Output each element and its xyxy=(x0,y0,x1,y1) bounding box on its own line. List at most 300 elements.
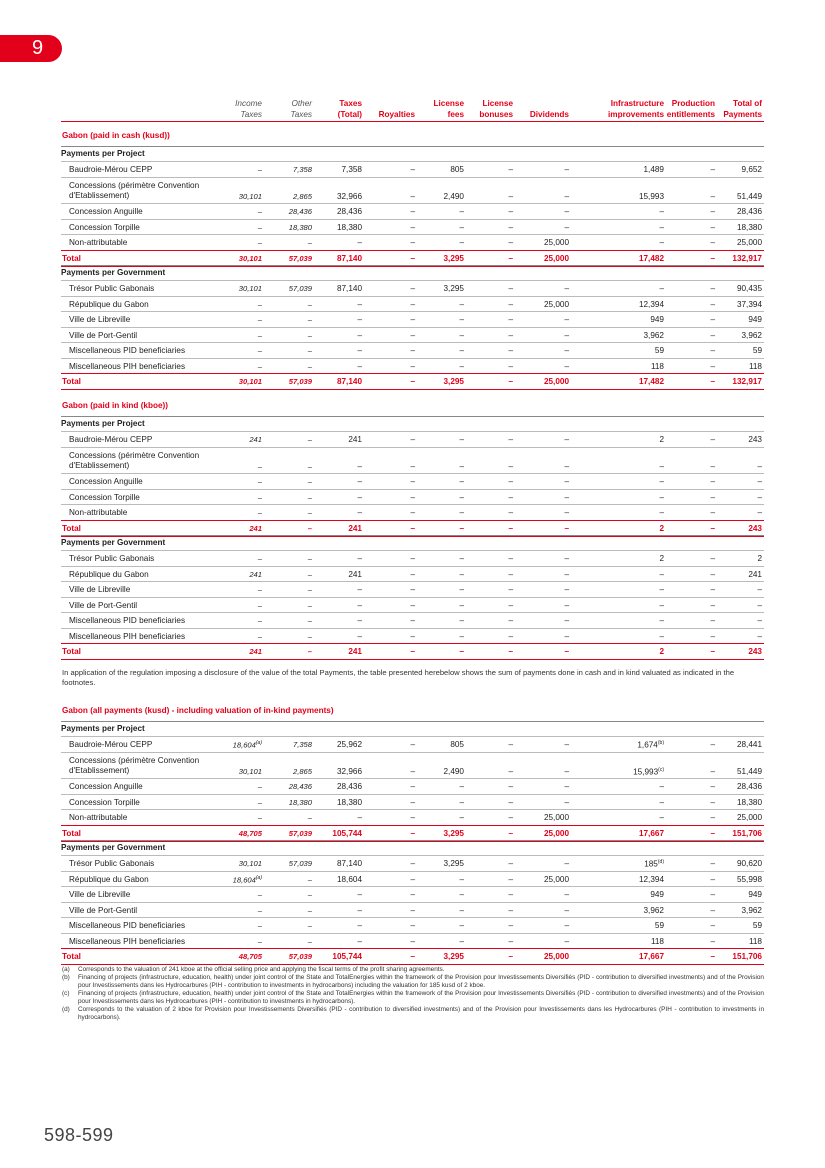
cell-value: 59 xyxy=(654,921,664,930)
cell-value: 28,436 xyxy=(288,782,312,791)
cell-value: 25,000 xyxy=(736,238,762,247)
row-label: Total xyxy=(62,523,81,533)
cell-value: 2,865 xyxy=(292,766,312,776)
cell-value: 25,000 xyxy=(543,813,569,822)
cell-value: 3,295 xyxy=(443,284,464,293)
row-label: Ville de Libreville xyxy=(69,585,131,594)
cell-value: – xyxy=(757,492,762,502)
cell-value: – xyxy=(307,921,312,930)
cell-value: – xyxy=(564,523,569,533)
cell-value: – xyxy=(410,813,415,822)
cell-value: – xyxy=(357,890,362,899)
cell-value: – xyxy=(564,207,569,216)
cell-value: 17,667 xyxy=(638,952,664,961)
row-label: Miscellaneous PIH beneficiaries xyxy=(69,631,186,641)
cell-value: – xyxy=(257,461,262,471)
cell-value: – xyxy=(459,797,464,807)
cell-value: – xyxy=(410,554,415,563)
total-row xyxy=(61,948,764,965)
cell-value: 87,140 xyxy=(336,377,362,386)
cell-value: 55,998 xyxy=(736,874,762,884)
subheading: Payments per Project xyxy=(61,416,764,433)
cell-value: – xyxy=(257,315,262,324)
cell-value: 243 xyxy=(748,523,762,533)
cell-value: 241 xyxy=(348,569,362,579)
row-label: Miscellaneous PID beneficiaries xyxy=(69,616,186,625)
cell-value: 28,441 xyxy=(736,740,762,749)
cell-value: – xyxy=(710,191,715,201)
cell-value: 3,295 xyxy=(443,952,464,961)
cell-value: – xyxy=(307,346,312,355)
cell-value: – xyxy=(710,921,715,930)
cell-value: – xyxy=(508,905,513,915)
cell-value: – xyxy=(710,492,715,502)
cell-value: – xyxy=(357,461,362,471)
cell-value: – xyxy=(508,165,513,174)
cell-value: – xyxy=(459,508,464,517)
cell-value: 949 xyxy=(650,890,664,899)
cell-value: – xyxy=(508,890,513,899)
footnote-key: (d) xyxy=(62,1006,70,1013)
table-row xyxy=(61,550,764,566)
cell-value: – xyxy=(659,631,664,641)
table-row xyxy=(61,855,764,871)
cell-value: – xyxy=(564,222,569,232)
cell-value: – xyxy=(307,890,312,899)
cell-value: 151,706 xyxy=(732,828,762,838)
cell-value: – xyxy=(410,253,415,263)
cell-value: – xyxy=(564,315,569,324)
cell-value: – xyxy=(564,191,569,201)
cell-value: 805 xyxy=(450,165,464,174)
subheading: Payments per Government xyxy=(61,840,764,857)
cell-value: – xyxy=(710,165,715,174)
cell-value: 90,435 xyxy=(736,284,762,293)
cell-value: – xyxy=(710,631,715,641)
cell-value: 90,620 xyxy=(736,859,762,868)
cell-value: – xyxy=(508,569,513,579)
cell-value: 1,489 xyxy=(643,165,664,174)
cell-value: – xyxy=(459,435,464,444)
cell-value: – xyxy=(659,600,664,610)
cell-value: 28,436 xyxy=(336,207,362,216)
cell-value: 25,000 xyxy=(736,813,762,822)
cell-value: – xyxy=(564,461,569,471)
cell-value: – xyxy=(508,740,513,749)
cell-value: 18,380 xyxy=(336,222,362,232)
cell-value: – xyxy=(564,284,569,293)
table-row xyxy=(61,504,764,520)
chapter-tab: 9 xyxy=(0,35,62,62)
cell-value: – xyxy=(410,766,415,776)
row-label: Non-attributable xyxy=(69,813,128,822)
cell-value: – xyxy=(564,585,569,594)
cell-value: 17,482 xyxy=(638,377,664,386)
footnote-ref: (c) xyxy=(658,766,664,773)
column-header: Dividends xyxy=(529,109,569,119)
row-label: Miscellaneous PIH beneficiaries xyxy=(69,361,186,371)
cell-value: – xyxy=(459,905,464,915)
cell-value: – xyxy=(410,936,415,946)
section-title: Gabon (paid in kind (kboe)) xyxy=(62,401,168,410)
table-row xyxy=(61,358,764,374)
cell-value: 37,394 xyxy=(736,299,762,309)
row-label: Concessions (périmètre Convention d'Etablissement) xyxy=(69,180,200,200)
footnote-key: (a) xyxy=(62,966,70,973)
cell-value: – xyxy=(508,222,513,232)
footnote xyxy=(62,966,764,974)
cell-value: – xyxy=(459,600,464,610)
cell-value: 57,039 xyxy=(288,377,312,386)
cell-value: – xyxy=(508,828,513,838)
cell-value: – xyxy=(710,813,715,822)
cell-value: – xyxy=(307,554,312,563)
intro-note: In application of the regulation imposing a disclosure of the value of the total Payments, the table presented herebelow shows the sum of payments done in cash and in kind valuated as indicated in the footnotes. xyxy=(62,668,735,687)
cell-value: 3,295 xyxy=(443,377,464,386)
cell-value: – xyxy=(357,508,362,517)
cell-value: 17,667 xyxy=(638,828,664,838)
cell-value: 57,039 xyxy=(288,284,312,293)
cell-value: – xyxy=(410,890,415,899)
page-number: 598-599 xyxy=(44,1125,114,1145)
cell-value: – xyxy=(564,740,569,749)
cell-value: 241 xyxy=(249,523,262,533)
total-row xyxy=(61,373,764,390)
cell-value: – xyxy=(508,936,513,946)
cell-value: – xyxy=(710,569,715,579)
cell-value: – xyxy=(564,921,569,930)
cell-value: – xyxy=(659,461,664,471)
table-row xyxy=(61,902,764,918)
cell-value: 241 xyxy=(348,647,362,656)
column-header: Income Taxes xyxy=(235,99,262,119)
table-row xyxy=(61,794,764,810)
cell-value: 105,744 xyxy=(332,952,362,961)
cell-value: – xyxy=(710,477,715,486)
cell-value: 2 xyxy=(659,435,664,444)
cell-value: – xyxy=(410,284,415,293)
cell-value: – xyxy=(659,782,664,791)
cell-value: – xyxy=(508,461,513,471)
column-header: License bonuses xyxy=(479,99,513,119)
cell-value: – xyxy=(508,346,513,355)
cell-value: 243 xyxy=(748,647,762,656)
cell-value: – xyxy=(757,461,762,471)
cell-value: – xyxy=(357,905,362,915)
cell-value: 57,039 xyxy=(288,952,312,961)
cell-value: 3,295 xyxy=(443,253,464,263)
cell-value: – xyxy=(564,647,569,656)
table-row xyxy=(61,342,764,358)
footnote-key: (b) xyxy=(62,974,70,981)
cell-value: 15,993$^{(c)}$ xyxy=(633,766,664,777)
cell-value: – xyxy=(710,253,715,263)
cell-value: – xyxy=(410,299,415,309)
cell-value: – xyxy=(459,813,464,822)
table-row xyxy=(61,447,764,474)
cell-value: – xyxy=(757,600,762,610)
cell-value: – xyxy=(257,921,262,930)
cell-value: 25,000 xyxy=(543,238,569,247)
cell-value: – xyxy=(508,813,513,822)
cell-value: – xyxy=(257,222,262,232)
cell-value: – xyxy=(410,492,415,502)
table-row xyxy=(61,473,764,489)
cell-value: – xyxy=(257,238,262,247)
cell-value: – xyxy=(710,361,715,371)
cell-value: – xyxy=(564,492,569,502)
cell-value: – xyxy=(459,890,464,899)
cell-value: 32,966 xyxy=(336,766,362,776)
cell-value: 25,000 xyxy=(543,952,569,961)
cell-value: – xyxy=(307,361,312,371)
total-row xyxy=(61,520,764,537)
row-label: Miscellaneous PID beneficiaries xyxy=(69,346,186,355)
row-label: Trésor Public Gabonais xyxy=(69,554,155,563)
cell-value: – xyxy=(410,782,415,791)
cell-value: – xyxy=(459,207,464,216)
footnote-ref: (b) xyxy=(657,740,664,746)
cell-value: 105,744 xyxy=(332,828,362,838)
cell-value: 87,140 xyxy=(336,253,362,263)
cell-value: – xyxy=(710,207,715,216)
cell-value: – xyxy=(710,616,715,625)
row-label: République du Gabon xyxy=(69,569,149,579)
cell-value: – xyxy=(410,222,415,232)
cell-value: – xyxy=(257,299,262,309)
cell-value: – xyxy=(459,585,464,594)
cell-value: – xyxy=(659,585,664,594)
cell-value: – xyxy=(410,647,415,656)
table-row xyxy=(61,203,764,219)
cell-value: – xyxy=(459,569,464,579)
table-row xyxy=(61,234,764,250)
cell-value: 12,394 xyxy=(638,874,664,884)
cell-value: 30,101 xyxy=(238,859,262,868)
cell-value: – xyxy=(410,921,415,930)
cell-value: – xyxy=(357,330,362,340)
cell-value: – xyxy=(564,165,569,174)
cell-value: – xyxy=(710,508,715,517)
row-label: Concession Anguille xyxy=(69,782,143,791)
cell-value: 15,993 xyxy=(638,191,664,201)
cell-value: 3,295 xyxy=(443,828,464,838)
cell-value: 25,000 xyxy=(543,299,569,309)
cell-value: 30,101 xyxy=(238,191,262,201)
cell-value: – xyxy=(257,508,262,517)
table-row xyxy=(61,219,764,235)
cell-value: – xyxy=(410,346,415,355)
row-label: Total xyxy=(62,377,81,386)
cell-value: 949 xyxy=(748,890,762,899)
cell-value: – xyxy=(508,600,513,610)
cell-value: – xyxy=(564,782,569,791)
cell-value: – xyxy=(564,330,569,340)
cell-value: – xyxy=(357,600,362,610)
cell-value: – xyxy=(508,782,513,791)
footnote-ref: (a) xyxy=(255,874,262,881)
cell-value: 48,705 xyxy=(238,828,262,838)
footnote-ref: (a) xyxy=(255,740,262,746)
column-header: Production entitlements xyxy=(666,99,715,119)
subheading: Payments per Project xyxy=(61,721,764,738)
cell-value: – xyxy=(257,616,262,625)
cell-value: – xyxy=(564,616,569,625)
cell-value: 118 xyxy=(650,361,664,371)
cell-value: 25,000 xyxy=(543,253,569,263)
cell-value: – xyxy=(257,330,262,340)
footnote-key: (c) xyxy=(62,990,70,997)
table-row xyxy=(61,752,764,779)
cell-value: – xyxy=(459,346,464,355)
row-label: Concession Anguille xyxy=(69,207,143,216)
table-row xyxy=(61,311,764,327)
row-label: Concession Torpille xyxy=(69,797,140,807)
cell-value: – xyxy=(410,377,415,386)
cell-value: – xyxy=(410,361,415,371)
cell-value: 3,962 xyxy=(741,905,762,915)
cell-value: 241 xyxy=(348,435,362,444)
cell-value: – xyxy=(307,461,312,471)
cell-value: – xyxy=(459,554,464,563)
cell-value: – xyxy=(307,523,312,533)
cell-value: – xyxy=(410,315,415,324)
cell-value: 2,490 xyxy=(443,766,464,776)
cell-value: – xyxy=(459,921,464,930)
cell-value: – xyxy=(564,905,569,915)
cell-value: – xyxy=(564,435,569,444)
cell-value: – xyxy=(710,461,715,471)
cell-value: 51,449 xyxy=(736,766,762,776)
cell-value: 2,865 xyxy=(292,191,312,201)
cell-value: – xyxy=(357,299,362,309)
table-row xyxy=(61,612,764,628)
cell-value: 59 xyxy=(752,921,762,930)
cell-value: 18,380 xyxy=(336,797,362,807)
cell-value: – xyxy=(410,859,415,868)
cell-value: – xyxy=(307,600,312,610)
cell-value: – xyxy=(508,797,513,807)
cell-value: – xyxy=(710,600,715,610)
cell-value: – xyxy=(710,238,715,247)
cell-value: – xyxy=(410,952,415,961)
cell-value: – xyxy=(459,616,464,625)
cell-value: – xyxy=(757,631,762,641)
cell-value: – xyxy=(659,813,664,822)
cell-value: 949 xyxy=(650,315,664,324)
row-label: Concession Torpille xyxy=(69,492,140,502)
cell-value: 30,101 xyxy=(238,766,262,776)
cell-value: – xyxy=(710,828,715,838)
cell-value: 7,358 xyxy=(341,165,362,174)
footnote xyxy=(62,990,764,1006)
cell-value: – xyxy=(564,508,569,517)
total-row xyxy=(61,643,764,660)
cell-value: 28,436 xyxy=(736,207,762,216)
cell-value: 51,449 xyxy=(736,191,762,201)
footnote-ref: (d) xyxy=(657,859,664,865)
cell-value: 241 xyxy=(249,435,262,444)
cell-value: – xyxy=(564,631,569,641)
cell-value: – xyxy=(307,874,312,884)
cell-value: 3,962 xyxy=(643,330,664,340)
cell-value: – xyxy=(410,461,415,471)
cell-value: – xyxy=(659,508,664,517)
cell-value: – xyxy=(410,874,415,884)
cell-value: – xyxy=(307,299,312,309)
cell-value: 18,604 xyxy=(336,874,362,884)
cell-value: – xyxy=(357,921,362,930)
row-label: Total xyxy=(62,952,81,961)
cell-value: – xyxy=(508,207,513,216)
cell-value: – xyxy=(410,191,415,201)
cell-value: 32,966 xyxy=(336,191,362,201)
cell-value: – xyxy=(710,647,715,656)
cell-value: – xyxy=(710,952,715,961)
cell-value: – xyxy=(257,600,262,610)
table-row xyxy=(61,177,764,204)
cell-value: – xyxy=(459,238,464,247)
cell-value: – xyxy=(459,222,464,232)
cell-value: – xyxy=(710,299,715,309)
cell-value: – xyxy=(459,936,464,946)
table-row xyxy=(61,296,764,312)
cell-value: – xyxy=(508,631,513,641)
cell-value: – xyxy=(710,905,715,915)
cell-value: – xyxy=(710,222,715,232)
row-label: Non-attributable xyxy=(69,508,128,517)
row-label: Ville de Libreville xyxy=(69,315,131,324)
cell-value: – xyxy=(710,766,715,776)
cell-value: 7,358 xyxy=(292,740,312,749)
cell-value: – xyxy=(508,191,513,201)
cell-value: – xyxy=(257,207,262,216)
cell-value: – xyxy=(508,554,513,563)
column-header: Royalties xyxy=(378,109,415,119)
cell-value: – xyxy=(257,905,262,915)
cell-value: 132,917 xyxy=(732,377,762,386)
cell-value: – xyxy=(710,874,715,884)
cell-value: – xyxy=(357,936,362,946)
cell-value: – xyxy=(357,492,362,502)
cell-value: – xyxy=(410,631,415,641)
column-header: Other Taxes xyxy=(290,99,312,119)
table-row xyxy=(61,280,764,296)
cell-value: – xyxy=(410,616,415,625)
row-label: Ville de Libreville xyxy=(69,890,131,899)
cell-value: 59 xyxy=(752,346,762,355)
cell-value: 3,962 xyxy=(643,905,664,915)
cell-value: – xyxy=(257,797,262,807)
table-row xyxy=(61,886,764,902)
row-label: Baudroie-Mérou CEPP xyxy=(69,435,153,444)
cell-value: – xyxy=(357,477,362,486)
cell-value: – xyxy=(410,828,415,838)
cell-value: – xyxy=(710,859,715,868)
cell-value: – xyxy=(410,600,415,610)
cell-value: – xyxy=(564,936,569,946)
row-label: Baudroie-Mérou CEPP xyxy=(69,165,153,174)
cell-value: – xyxy=(357,554,362,563)
table-row xyxy=(61,161,764,177)
table-row xyxy=(61,581,764,597)
cell-value: – xyxy=(410,569,415,579)
cell-value: – xyxy=(257,361,262,371)
cell-value: – xyxy=(508,299,513,309)
cell-value: – xyxy=(508,477,513,486)
cell-value: 3,295 xyxy=(443,859,464,868)
cell-value: 87,140 xyxy=(336,284,362,293)
